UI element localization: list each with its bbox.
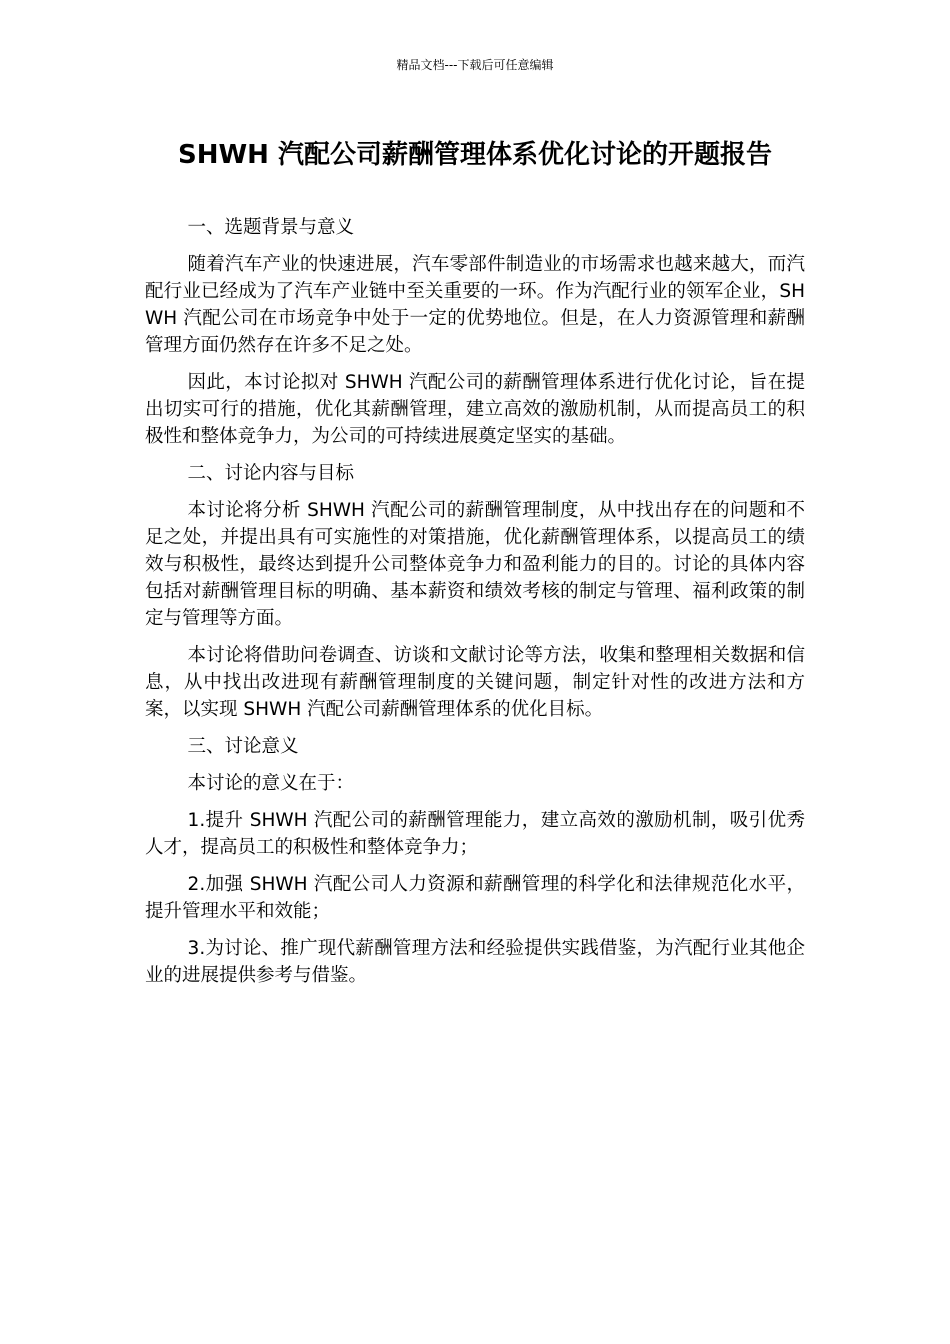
section-1-paragraph-1: 随着汽车产业的快速进展，汽车零部件制造业的市场需求也越来越大，而汽配行业已经成为了汽车产业链中至关重要的一环。作为汽配行业的领军企业，SHWH 汽配公司在市场竞争中处于一定的优势地位。但是，在人力资源管理和薪酬管理方面仍然存在许多不足之处。 <box>145 254 805 356</box>
section-3-item-1: 1.提升 SHWH 汽配公司的薪酬管理能力，建立高效的激励机制，吸引优秀人才，提高员工的积极性和整体竞争力； <box>145 810 805 858</box>
section-3-item-3: 3.为讨论、推广现代薪酬管理方法和经验提供实践借鉴，为汽配行业其他企业的进展提供参考与借鉴。 <box>145 938 805 986</box>
section-1-heading: 一、选题背景与意义 <box>187 217 355 238</box>
section-2-paragraph-2: 本讨论将借助问卷调查、访谈和文献讨论等方法，收集和整理相关数据和信息，从中找出改进现有薪酬管理制度的关键问题，制定针对性的改进方法和方案，以实现 SHWH 汽配公司薪酬管理体系的优化目标。 <box>145 645 805 720</box>
section-3-intro: 本讨论的意义在于： <box>187 773 355 794</box>
section-3-item-2: 2.加强 SHWH 汽配公司人力资源和薪酬管理的科学化和法律规范化水平，提升管理水平和效能； <box>145 874 805 922</box>
section-1-paragraph-2: 因此，本讨论拟对 SHWH 汽配公司的薪酬管理体系进行优化讨论，旨在提出切实可行的措施，优化其薪酬管理，建立高效的激励机制，从而提高员工的积极性和整体竞争力，为公司的可持续进展奠定坚实的基础。 <box>145 372 805 447</box>
header-note: 精品文档---下载后可任意编辑 <box>396 58 554 72</box>
section-2-heading: 二、讨论内容与目标 <box>187 463 355 484</box>
section-2-paragraph-1: 本讨论将分析 SHWH 汽配公司的薪酬管理制度，从中找出存在的问题和不足之处，并提出具有可实施性的对策措施，优化薪酬管理体系，以提高员工的绩效与积极性，最终达到提升公司整体竞争力和盈利能力的目的。讨论的具体内容包括对薪酬管理目标的明确、基本薪资和绩效考核的制定与管理、福利政策的制定与管理等方面。 <box>145 500 805 629</box>
document-title: SHWH 汽配公司薪酬管理体系优化讨论的开题报告 <box>178 140 772 170</box>
document-body <box>145 214 805 999</box>
section-3-heading: 三、讨论意义 <box>187 736 299 757</box>
